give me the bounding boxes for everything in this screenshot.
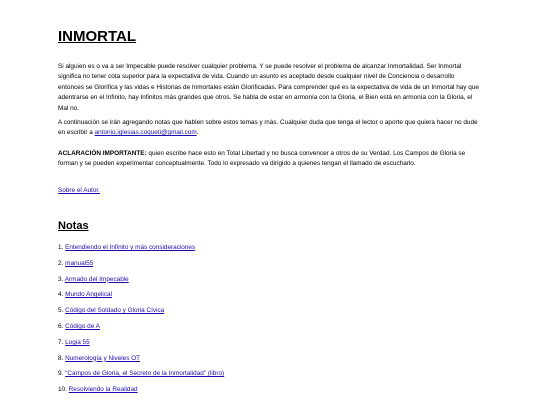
list-item-number: 4. bbox=[58, 291, 64, 299]
list-item bbox=[58, 287, 482, 303]
list-item-number: 3. bbox=[58, 275, 64, 283]
list-item-number: 5. bbox=[58, 307, 64, 315]
clarification-paragraph bbox=[58, 149, 482, 170]
list-item bbox=[58, 240, 482, 256]
note-link[interactable]: "Campos de Gloria, el Secreto de la Inmortalidad" (libro) bbox=[65, 370, 225, 378]
list-item bbox=[58, 319, 482, 335]
list-item-number: 7. bbox=[58, 338, 64, 346]
note-link[interactable]: Mundo Angelical bbox=[65, 291, 113, 299]
notes-intro-suffix: . bbox=[196, 129, 199, 137]
note-link[interactable]: Logia 55 bbox=[65, 338, 90, 346]
list-item bbox=[58, 303, 482, 319]
intro-paragraph: Si alguien es o va a ser Impecable puede resolver cualquier problema. Y se puede resolver el problema de alcanzar Inmortalidad. Ser Inmortal significa no tener cota superior para la expectativa de vida. Cuando un asunto es aceptado desde cualquier nivel de Conciencia o desarrollo entonces se Glorifica y las vidas e Historias de Inmortales están Glorificadas. Para comprender qué es la expectativa de vida de un Inmortal hay que adentrarse en el Infinito, hay Infinitos más grandes que otros. Se habla de estar en armonía con la Gloria, el Bien está en armonía con la Gloria, el Mal no. bbox=[58, 63, 479, 112]
about-author-link[interactable]: Sobre el Autor. bbox=[58, 186, 100, 194]
list-item bbox=[58, 382, 482, 398]
list-item bbox=[58, 272, 482, 288]
clarification-label: ACLARACIÓN IMPORTANTE: bbox=[58, 149, 147, 157]
notes-intro-text: A continuación se irán agregando notas que hablen sobre estos temas y más. Cualquier duda que tenga el lector o aporte que quiera hacer no dude en escribir a bbox=[58, 119, 478, 137]
page-title: INMORTAL bbox=[58, 28, 137, 45]
note-link[interactable]: manual55 bbox=[65, 259, 94, 267]
note-link[interactable]: Código de A bbox=[65, 323, 100, 331]
list-item-number: 1. bbox=[58, 244, 64, 252]
about-paragraph bbox=[58, 186, 482, 196]
list-item bbox=[58, 335, 482, 351]
list-item-number: 10. bbox=[58, 386, 67, 394]
list-item-number: 2. bbox=[58, 259, 64, 267]
list-item bbox=[58, 351, 482, 367]
list-item-number: 9. bbox=[58, 370, 64, 378]
note-link[interactable]: Código del Soldado y Gloria Cívica bbox=[65, 307, 165, 315]
notes-intro-paragraph bbox=[58, 118, 482, 139]
list-item-number: 8. bbox=[58, 354, 64, 362]
list-item-number: 6. bbox=[58, 323, 64, 331]
note-link[interactable]: Resolviendo la Realidad bbox=[68, 386, 138, 394]
list-item bbox=[58, 256, 482, 272]
email-link[interactable]: antonio.iglesias.coqueti@gmail.com bbox=[94, 129, 197, 137]
list-item bbox=[58, 366, 482, 382]
note-link[interactable]: Entendiendo el Infinito y más consideraciones bbox=[65, 244, 196, 252]
clarification-text: quien escribe hace esto en Total Libertad y no busca convencer a otros de su Verdad. Los Campos de Gloria se forman y se pueden experimentar conceptualmente. Todo lo expresado va dirigido a quienes tengan el llamado de escucharlo. bbox=[58, 149, 466, 168]
notes-list bbox=[58, 240, 482, 398]
note-link[interactable]: Numerología y Niveles OT bbox=[65, 354, 141, 362]
notes-heading: Notas bbox=[58, 220, 89, 233]
note-link[interactable]: Armado del Impecable bbox=[64, 275, 129, 283]
